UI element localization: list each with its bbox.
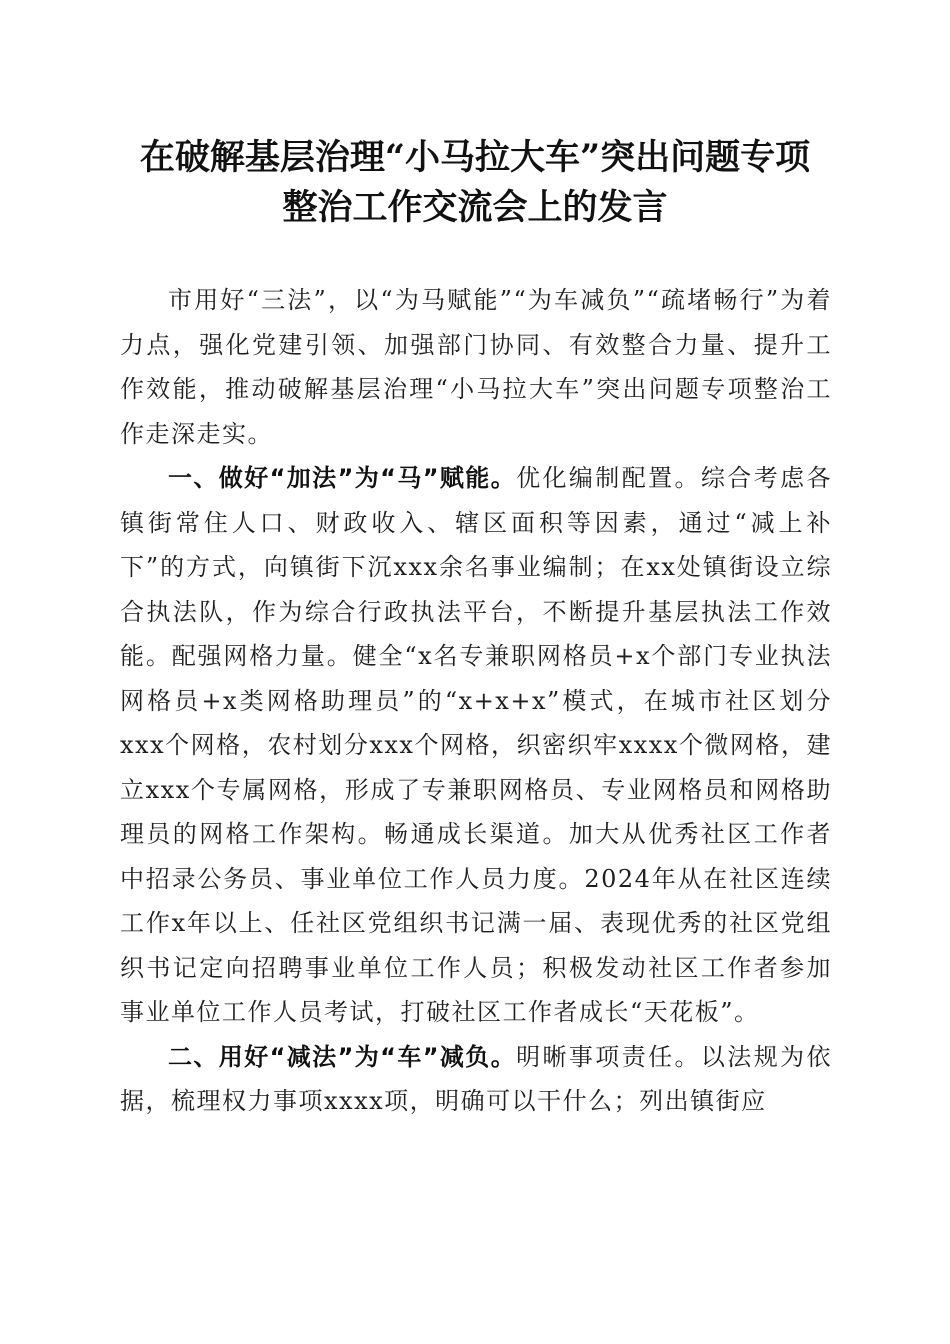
paragraph-section-1 [120, 456, 832, 1035]
section-heading: 二、用好“减法”为“车”减负。 [168, 1042, 517, 1071]
document-title [90, 133, 860, 233]
document-body [120, 278, 832, 1124]
paragraph-text: 市用好“三法”，以“为马赋能”“为车减负”“疏堵畅行”为着力点，强化党建引领、加强部门协同、有效整合力量、提升工作效能，推动破解基层治理“小马拉大车”突出问题专项整治工作走深走实。 [120, 286, 832, 448]
paragraph-intro [120, 278, 832, 456]
title-line-1: 在破解基层治理“小马拉大车”突出问题专项 [139, 137, 811, 178]
section-heading: 一、做好“加法”为“马”赋能。 [168, 464, 517, 492]
title-line-2: 整治工作交流会上的发言 [282, 187, 668, 228]
paragraph-text: 优化编制配置。综合考虑各镇街常住人口、财政收入、辖区面积等因素，通过“减上补下”的方式，向镇街下沉xxx余名事业编制；在xx处镇街设立综合执法队，作为综合行政执法平台，不断提升基层执法工作效能。配强网格力量。健全“x名专兼职网格员+x个部门专业执法网格员+x类网格助理员”的“x+x+x”模式，在城市社区划分xxx个网格，农村划分xxx个网格，织密织牢xxxx个微网格，建立xxx个专属网格，形成了专兼职网格员、专业网格员和网格助理员的网格工作架构。畅通成长渠道。加大从优秀社区工作者中招录公务员、事业单位工作人员力度。2024年从在社区连续工作x年以上、任社区党组织书记满一届、表现优秀的社区党组织书记定向招聘事业单位工作人员；积极发动社区工作者参加事业单位工作人员考试，打破社区工作者成长“天花板”。 [120, 464, 833, 1026]
paragraph-text: 明晰事项责任。以法规为依据，梳理权力事项xxxx项，明确可以干什么；列出镇街应 [120, 1042, 833, 1115]
paragraph-section-2 [120, 1035, 832, 1124]
